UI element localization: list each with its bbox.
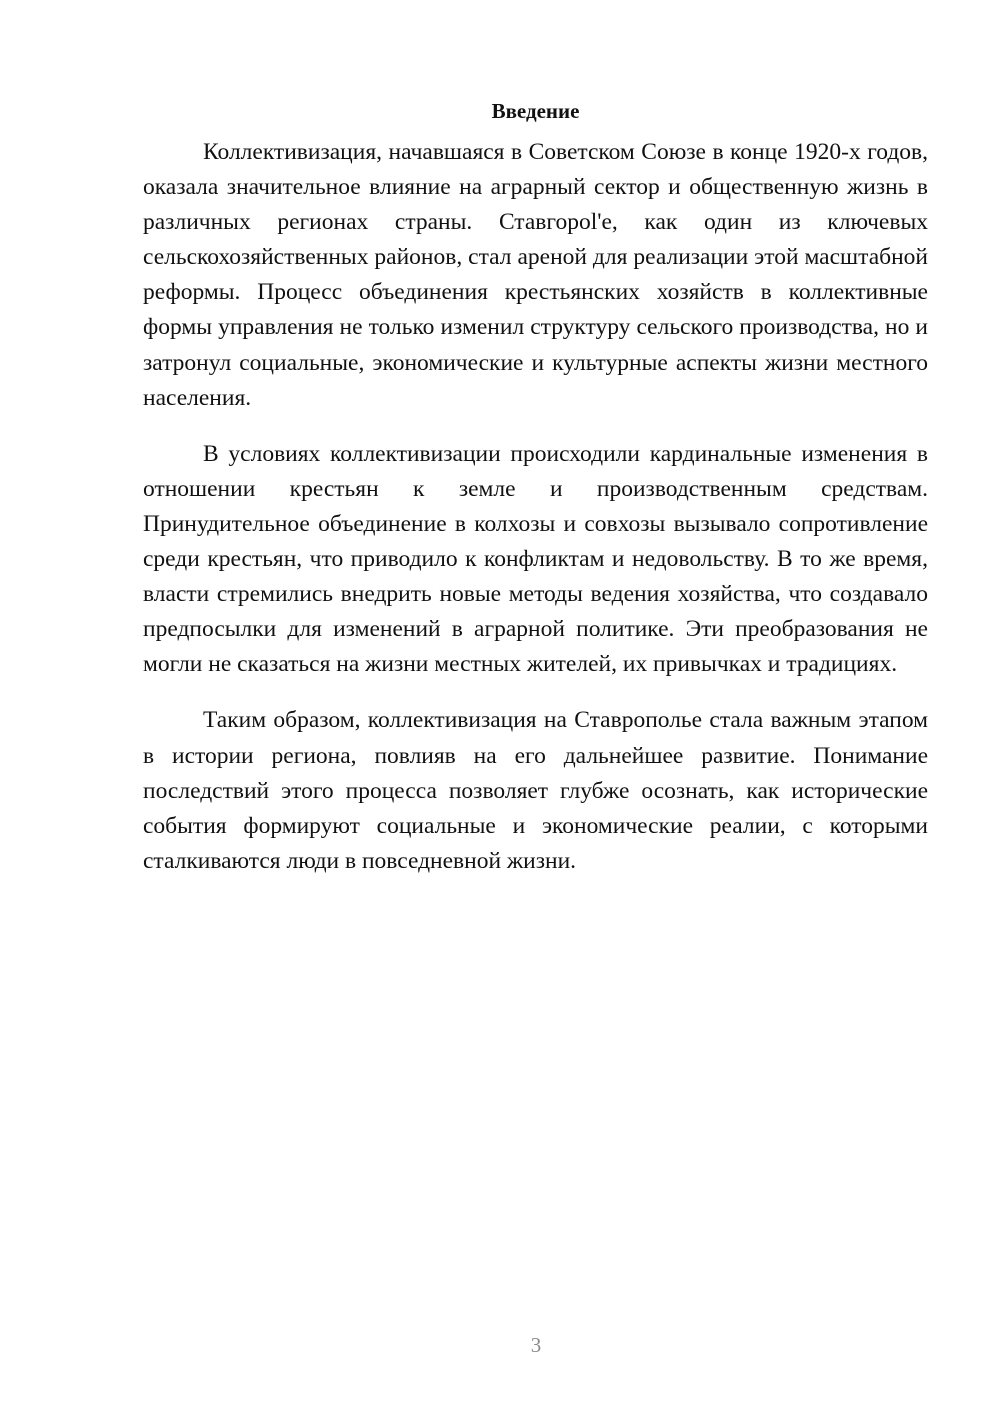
page-number: 3: [530, 1333, 542, 1357]
paragraph-2: В условиях коллективизации происходили кардинальные изменения в отношении крестьян к земле и производственным средствам. Принудительное объединение в колхозы и совхозы вызывало сопротивление среди крестьян, что приводило к конфликтам и недовольству. В то же время, власти стремились внедрить новые методы ведения хозяйства, что создавало предпосылки для изменений в аграрной политике. Эти преобразования не могли не сказаться на жизни местных жителей, их привычках и традициях.: [143, 440, 928, 678]
paragraph-3: Таким образом, коллективизация на Ставрополье стала важным этапом в истории региона, повлияв на его дальнейшее развитие. Понимание последствий этого процесса позволяет глубже осознать, как исторические события формируют социальные и экономические реалии, с которыми сталкиваются люди в повседневной жизни.: [143, 707, 928, 874]
section-heading: Введение: [491, 99, 580, 123]
paragraph-1: Коллективизация, начавшаяся в Советском Союзе в конце 1920-х годов, оказала значительное влияние на аграрный сектор и общественную жизнь в различных регионах страны. Ставгороl'е, как один из ключевых сельскохозяйственных районов, стал ареной для реализации этой масштабной реформы. Процесс объединения крестьянских хозяйств в коллективные формы управления не только изменил структуру сельского производства, но и затронул социальные, экономические и культурные аспекты жизни местного населения.: [143, 139, 928, 411]
page-content: [143, 97, 928, 900]
